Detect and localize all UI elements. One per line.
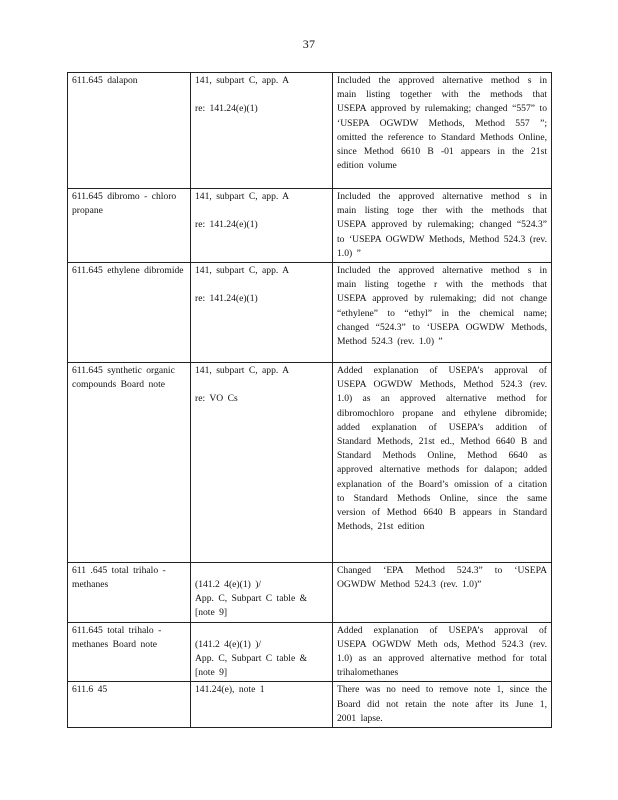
note-cell: Included the approved alternative method s in main listing together with the methods that USEPA approved by rulemaking; changed “557” to ‘USEPA OGWDW Methods, Method 557 ”; omitted the reference to Standard Methods Online, since Method 6610 B -01 appears in the 21st edition volume (333, 73, 552, 189)
note-cell: Included the approved alternative method s in main listing togethe r with the methods that USEPA approved by rulemaking; did not change “ethylene” to “ethyl” in the chemical name; changed “524.3” to ‘USEPA OGWDW Methods, Method 524.3 (rev. 1.0) ” (333, 263, 552, 363)
table-row (68, 682, 552, 728)
reference-line: (141.2 4(e)(1) )/ (195, 579, 262, 591)
reference-line: App. C, Subpart C table & [note 9] (195, 593, 308, 619)
reference-cell (191, 563, 333, 623)
table-row (68, 189, 552, 263)
section-cell: 611.645 dibromo - chloro propane (68, 189, 191, 263)
note-cell: Added explanation of USEPA’s approval of USEPA OGWDW Methods, Method 524.3 (rev. 1.0) as an approved alternative method for dibromochloro propane and ethylene dibromide; added explanation of USEPA’s addition of Standard Methods, 21st ed., Method 6640 B and Standard Methods Online, Method 6640 as approved alternative methods for dalapon; added explanation of the Board’s omission of a citation to Standard Methods Online, since the same version of Method 6640 B appears in Standard Methods, 21st edition (333, 363, 552, 563)
section-cell: 611.645 dalapon (68, 73, 191, 189)
note-cell: Included the approved alternative method s in main listing toge ther with the methods that USEPA approved by rulemaking; changed “524.3” to ‘USEPA OGWDW Methods, Method 524.3 (rev. 1.0) ” (333, 189, 552, 263)
reference-cell (191, 73, 333, 189)
reference-line: re: 141.24(e)(1) (195, 293, 258, 305)
reference-line: App. C, Subpart C table & [note 9] (195, 652, 308, 679)
reference-line: (141.2 4(e)(1) )/ (195, 638, 262, 650)
section-cell: 611.6 45 (68, 682, 191, 728)
table-row (68, 622, 552, 682)
note-cell: There was no need to remove note 1, since the Board did not retain the note after its June 1, 2001 lapse. (333, 682, 552, 728)
note-cell: Changed ‘EPA Method 524.3” to ‘USEPA OGWDW Method 524.3 (rev. 1.0)” (333, 563, 552, 623)
page-number: 37 (302, 37, 316, 51)
table-row (68, 73, 552, 189)
reference-cell (191, 622, 333, 682)
table-row (68, 363, 552, 563)
section-cell: 611.645 ethylene dibromide (68, 263, 191, 363)
reference-line: 141, subpart C, app. A (195, 265, 290, 277)
section-cell: 611.645 total trihalo - methanes Board note (68, 622, 191, 682)
amendments-table (67, 72, 552, 728)
reference-cell (191, 189, 333, 263)
reference-cell (191, 263, 333, 363)
reference-cell (191, 363, 333, 563)
reference-line: 141, subpart C, app. A (195, 191, 290, 202)
section-cell: 611 .645 total trihalo - methanes (68, 563, 191, 623)
reference-line: re: 141.24(e)(1) (195, 103, 258, 115)
reference-line: re: 141.24(e)(1) (195, 219, 258, 231)
section-cell: 611.645 synthetic organic compounds Board note (68, 363, 191, 563)
table-row (68, 263, 552, 363)
reference-line: re: VO Cs (195, 393, 238, 405)
reference-line: 141.24(e), note 1 (195, 684, 265, 696)
reference-cell (191, 682, 333, 728)
reference-line: 141, subpart C, app. A (195, 365, 290, 377)
table-row (68, 563, 552, 623)
note-cell: Added explanation of USEPA’s approval of USEPA OGWDW Meth ods, Method 524.3 (rev. 1.0) as an approved alternative method for total trihalomethanes (333, 622, 552, 682)
reference-line: 141, subpart C, app. A (195, 75, 290, 86)
